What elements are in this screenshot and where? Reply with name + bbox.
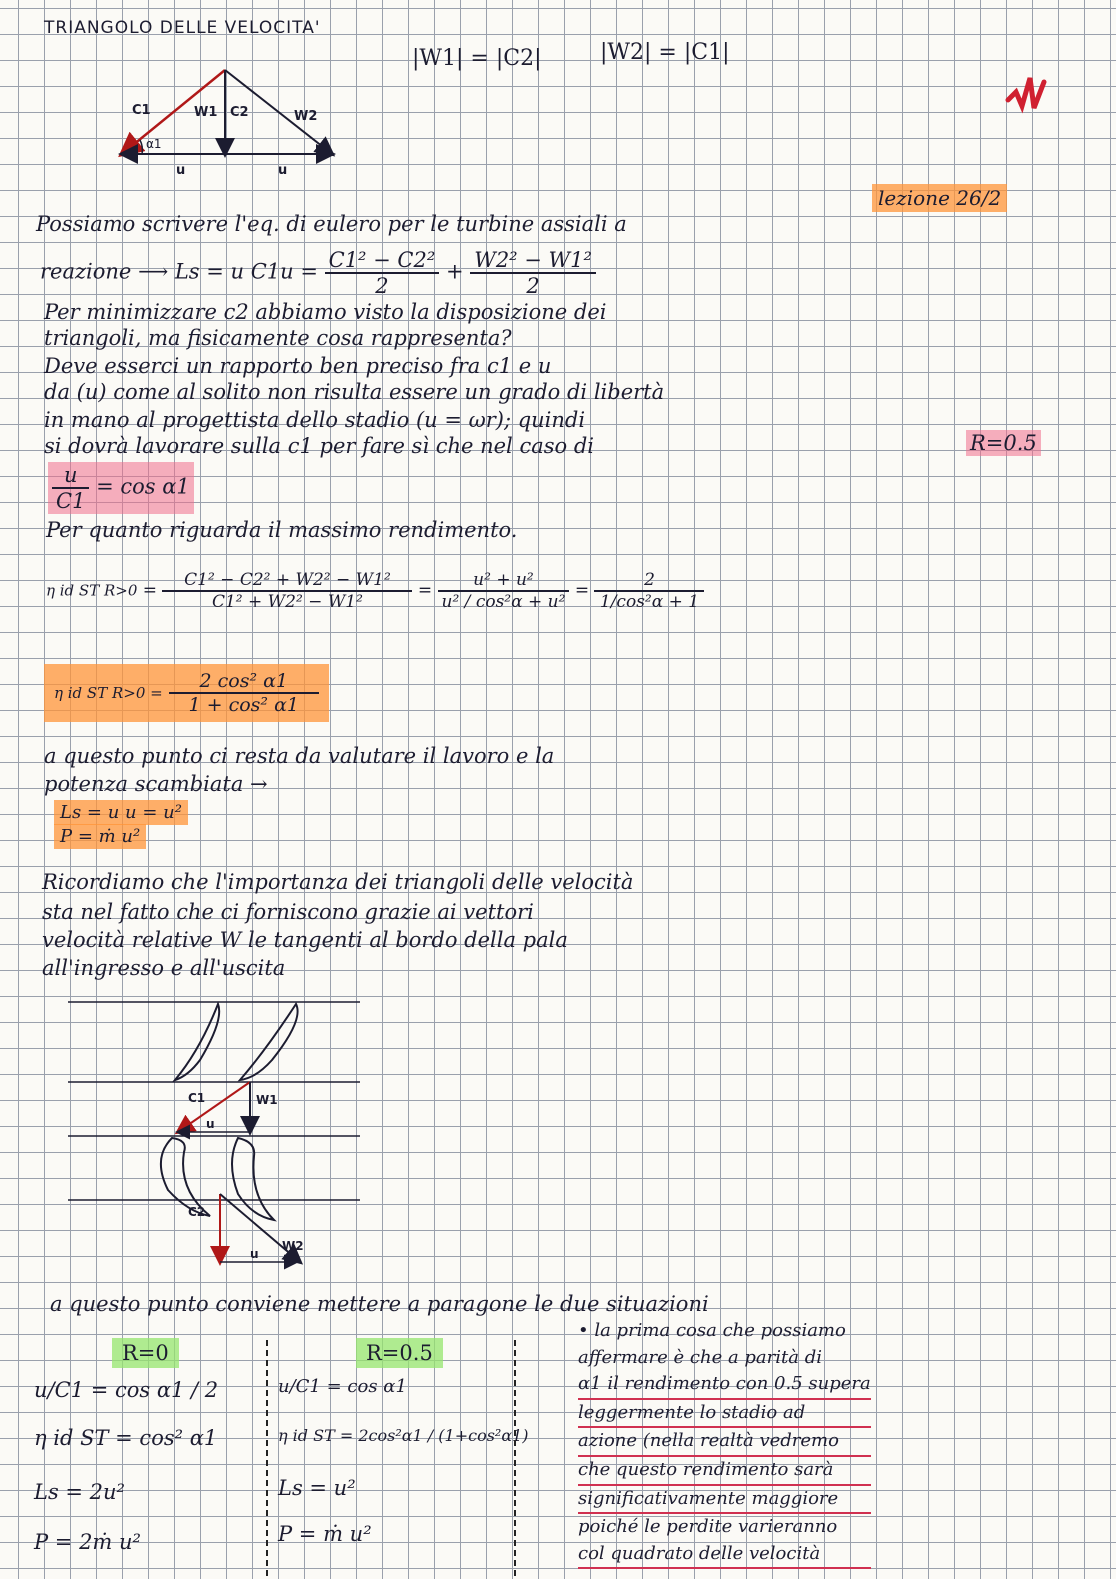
comparison-notes bbox=[578, 1318, 871, 1569]
u-over-c1-highlight: $\frac{u}{C1}$ = cos α1 bbox=[48, 462, 194, 514]
red-check-icon bbox=[1000, 70, 1050, 120]
euler-intro-line1: Possiamo scrivere l'eq. di eulero per le turbine assiali a bbox=[36, 212, 627, 236]
euler-intro-line2: reazione ⟶ Ls = u C1u = $\frac{\text{C1² − C2²}}{2}$ + $\frac{\text{W2² − W1²}}{2}$ bbox=[40, 248, 596, 298]
stator-blade-1 bbox=[175, 1004, 219, 1080]
r0-ratio: u/C1 = cos α1 / 2 bbox=[34, 1378, 219, 1402]
note-line: affermare è che a parità di bbox=[578, 1346, 822, 1368]
u-right-label: u bbox=[278, 163, 288, 178]
blade-u2-label: u bbox=[250, 1247, 259, 1261]
stator-blade-2 bbox=[240, 1004, 298, 1080]
para5-line3: velocità relative W le tangenti al bordo della pala bbox=[42, 928, 568, 952]
c2-label: C2 bbox=[230, 105, 249, 120]
blade-c2-label: C2 bbox=[188, 1205, 206, 1219]
r05-eta: η id ST = 2cos²α1 / (1+cos²α1) bbox=[278, 1426, 529, 1445]
r05-ratio: u/C1 = cos α1 bbox=[278, 1376, 407, 1397]
fraction-c: $\frac{\text{C1² − C2²}}{2}$ bbox=[325, 248, 440, 298]
para5-line2: sta nel fatto che ci forniscono grazie ai vettori bbox=[42, 900, 534, 924]
eta-expansion: η id ST R>0 = $\frac{\text{C1² − C2² + W2² − W1²}}{\text{C1² + W2² − W1²}}$ = $\frac{\text{u² + u²}}{\text{u² / cos²α + u²}}$ = $\frac{2}{\text{1/cos²α + 1}}$ bbox=[46, 570, 704, 612]
comparison-intro: a questo punto conviene mettere a paragone le due situazioni bbox=[50, 1292, 709, 1316]
blade-w1-label: W1 bbox=[256, 1093, 278, 1107]
rotor-blade-2 bbox=[232, 1138, 274, 1220]
page-title: TRIANGOLO DELLE VELOCITA' bbox=[44, 18, 321, 38]
blade-diagram bbox=[60, 990, 380, 1270]
r0-ls: Ls = 2u² bbox=[34, 1480, 125, 1504]
lesson-tag: lezione 26/2 bbox=[872, 184, 1007, 212]
alpha1-label: α1 bbox=[146, 137, 162, 151]
para2-line4: da (u) come al solito non risulta essere un grado di libertà bbox=[44, 380, 665, 404]
note-line: significativamente maggiore bbox=[578, 1486, 871, 1515]
para5-line1: Ricordiamo che l'importanza dei triangoli delle velocità bbox=[42, 870, 634, 894]
r05-title: R=0.5 bbox=[356, 1338, 443, 1368]
ls-euler-eq: Ls = u C1u = bbox=[174, 259, 318, 284]
power-equals: P = ṁ u² bbox=[54, 824, 146, 849]
note-line: azione (nella realtà vedremo bbox=[578, 1428, 871, 1457]
c1-label: C1 bbox=[132, 103, 151, 118]
para3-line1: Per quanto riguarda il massimo rendimento. bbox=[46, 518, 518, 542]
fraction-w: $\frac{\text{W2² − W1²}}{2}$ bbox=[470, 248, 596, 298]
w2-c1-equality: |W2| = |C1| bbox=[600, 40, 730, 65]
note-line: • la prima cosa che possiamo bbox=[578, 1320, 846, 1341]
note-line: col quadrato delle velocità bbox=[578, 1541, 871, 1570]
note-line: che questo rendimento sarà bbox=[578, 1457, 871, 1486]
column-divider-1 bbox=[266, 1340, 268, 1576]
r0-power: P = 2ṁ u² bbox=[34, 1530, 141, 1554]
r05-ls: Ls = u² bbox=[278, 1476, 356, 1500]
blade-c1-label: C1 bbox=[188, 1091, 206, 1105]
column-divider-2 bbox=[514, 1340, 516, 1576]
u-left-label: u bbox=[176, 163, 186, 178]
w2-label: W2 bbox=[294, 109, 318, 124]
para2-line3: Deve esserci un rapporto ben preciso fra c1 e u bbox=[44, 354, 552, 378]
para2-line1: Per minimizzare c2 abbiamo visto la disposizione dei bbox=[44, 300, 607, 324]
r05-power: P = ṁ u² bbox=[278, 1522, 372, 1546]
w1-label: W1 bbox=[194, 105, 218, 120]
blade-w2-label: W2 bbox=[282, 1239, 304, 1253]
eta-r05-formula-box: η id ST R>0 = $\frac{\text{2 cos² α1}}{\text{1 + cos² α1}}$ bbox=[44, 664, 329, 722]
ls-equals-u2: Ls = u u = u² bbox=[54, 800, 188, 825]
r-half-highlight: R=0.5 bbox=[966, 430, 1041, 456]
note-line: α1 il rendimento con 0.5 supera bbox=[578, 1371, 871, 1400]
para2-line2: triangoli, ma fisicamente cosa rappresenta? bbox=[44, 326, 512, 350]
para2-line5: in mano al progettista dello stadio (u = ωr); quindi bbox=[44, 408, 586, 432]
r0-title: R=0 bbox=[112, 1338, 179, 1368]
para4-line2: potenza scambiata → bbox=[44, 772, 268, 796]
para2-line6: si dovrà lavorare sulla c1 per fare sì che nel caso di bbox=[44, 434, 594, 458]
para5-line4: all'ingresso e all'uscita bbox=[42, 956, 286, 980]
note-line: leggermente lo stadio ad bbox=[578, 1400, 871, 1429]
arrow-icon: ⟶ bbox=[138, 259, 175, 284]
para4-line1: a questo punto ci resta da valutare il lavoro e la bbox=[44, 744, 555, 768]
note-line: poiché le perdite varieranno bbox=[578, 1516, 838, 1538]
blade-u-label: u bbox=[206, 1117, 215, 1131]
euler-intro-reazione: reazione bbox=[40, 259, 132, 284]
velocity-triangle-diagram bbox=[110, 60, 350, 190]
w1-c2-equality: |W1| = |C2| bbox=[412, 46, 542, 71]
r0-eta: η id ST = cos² α1 bbox=[34, 1426, 218, 1450]
